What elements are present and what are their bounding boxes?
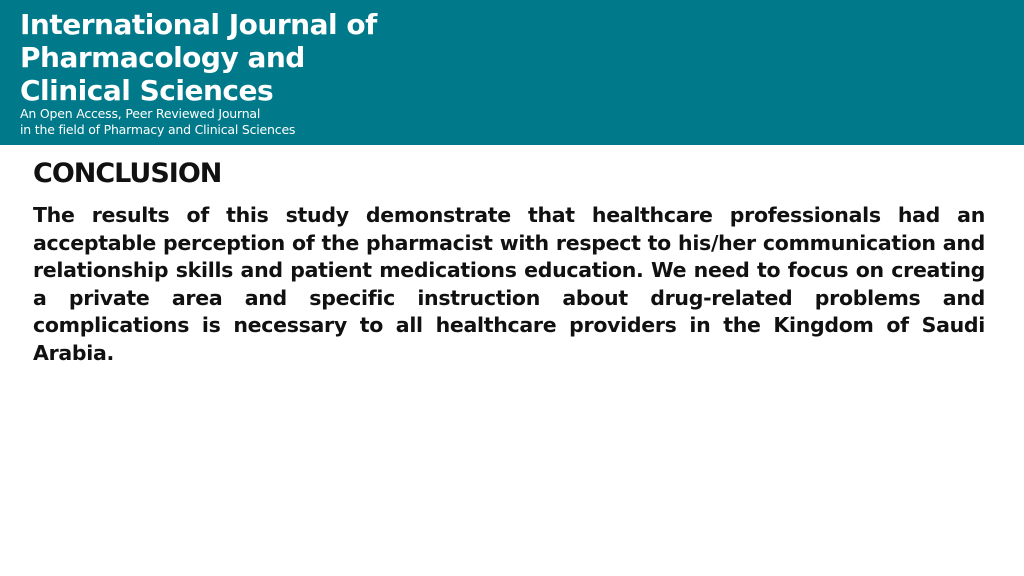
conclusion-paragraph: The results of this study demonstrate that healthcare professionals had an acceptable perception of the pharmacist with respect to his/her communication and relationship skills and patient medications education. We need to focus on creating a private area and specific instruction about drug-related problems and complications is necessary to all healthcare providers in the Kingdom of Saudi Arabia. — [33, 203, 985, 365]
journal-header-banner — [0, 0, 1024, 145]
journal-tagline — [20, 106, 295, 138]
journal-tagline-line-1: An Open Access, Peer Reviewed Journal — [20, 106, 261, 121]
journal-tagline-line-2: in the field of Pharmacy and Clinical Sciences — [20, 122, 296, 137]
section-heading: CONCLUSION — [33, 158, 222, 189]
journal-title-line-2: Pharmacology and — [20, 41, 305, 74]
journal-title-line-1: International Journal of — [20, 8, 377, 41]
journal-title-line-3: Clinical Sciences — [20, 74, 274, 107]
journal-title — [20, 8, 377, 107]
